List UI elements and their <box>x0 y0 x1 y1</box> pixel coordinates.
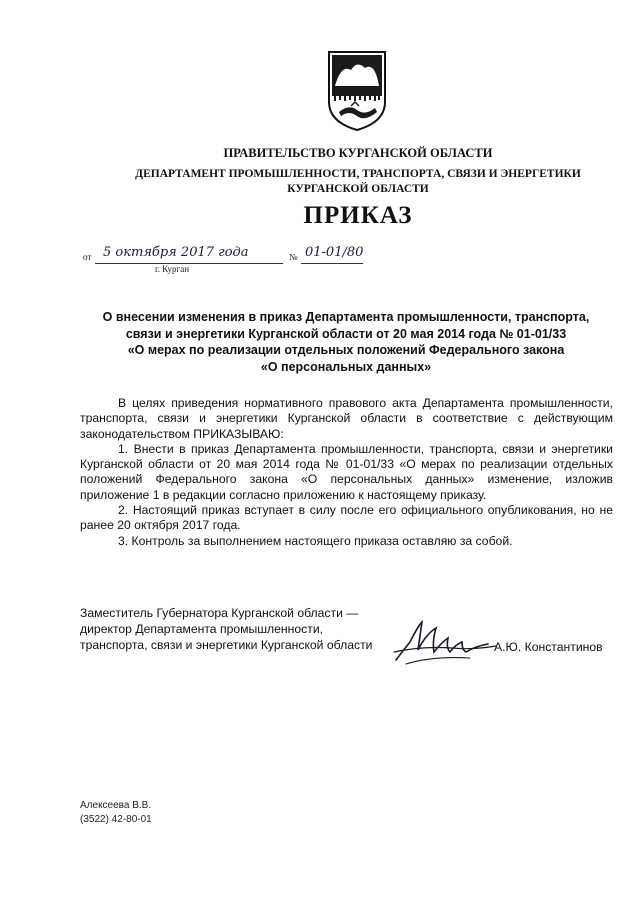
order-subject <box>76 309 616 375</box>
number-handwritten: 01-01/80 <box>305 245 364 260</box>
department-title-line-2: КУРГАНСКОЙ ОБЛАСТИ <box>287 183 429 195</box>
coat-of-arms-emblem <box>325 50 389 132</box>
subject-line: «О мерах по реализации отдельных положений Федерального закона <box>127 343 565 357</box>
order-body <box>80 396 613 549</box>
executor-contact <box>80 799 152 826</box>
date-number-line <box>83 240 363 274</box>
department-title-line-1: ДЕПАРТАМЕНТ ПРОМЫШЛЕННОСТИ, ТРАНСПОРТА, СВЯЗИ И ЭНЕРГЕТИКИ <box>135 168 581 180</box>
number-label: № <box>289 252 298 262</box>
from-label: от <box>83 252 92 262</box>
date-handwritten: 5 октября 2017 года <box>103 245 249 260</box>
position-line: директор Департамента промышленности, <box>80 621 324 636</box>
position-line: Заместитель Губернатора Курганской области — <box>80 606 359 620</box>
government-title: ПРАВИТЕЛЬСТВО КУРГАНСКОЙ ОБЛАСТИ <box>223 146 493 160</box>
executor-name: Алексеева В.В. <box>80 800 152 811</box>
signatory-name: А.Ю. Константинов <box>494 640 603 654</box>
order-item-2: 2. Настоящий приказ вступает в силу после его официального опубликования, но не ранее 20 октября 2017 года. <box>80 503 613 533</box>
subject-line: «О персональных данных» <box>260 359 432 374</box>
handwritten-signature <box>392 612 502 670</box>
city-label: г. Курган <box>155 264 190 274</box>
number-underline <box>301 263 363 264</box>
order-item-3: 3. Контроль за выполнением настоящего приказа оставляю за собой. <box>118 533 513 548</box>
preamble-paragraph: В целях приведения нормативного правового акта Департамента промышленности, транспорта, связи и энергетики Курганской области в соответствие с действующим законодательством ПРИКАЗЫВАЮ: <box>80 396 613 441</box>
order-item-1: 1. Внести в приказ Департамента промышленности, транспорта, связи и энергетики Курганской области от 20 мая 2014 года № 01-01/33 «О мерах по реализации отдельных положений Федерального закона «О персональных данных» изменение, изложив приложение 1 в редакции согласно приложению к настоящему приказу. <box>80 441 613 502</box>
position-line: транспорта, связи и энергетики Курганской области <box>80 637 373 652</box>
subject-line: связи и энергетики Курганской области от 20 мая 2014 года № 01-01/33 <box>125 326 567 341</box>
executor-phone: (3522) 42-80-01 <box>80 813 152 825</box>
subject-line: О внесении изменения в приказ Департамента промышленности, транспорта, <box>102 310 590 324</box>
document-type-title: ПРИКАЗ <box>303 202 413 229</box>
